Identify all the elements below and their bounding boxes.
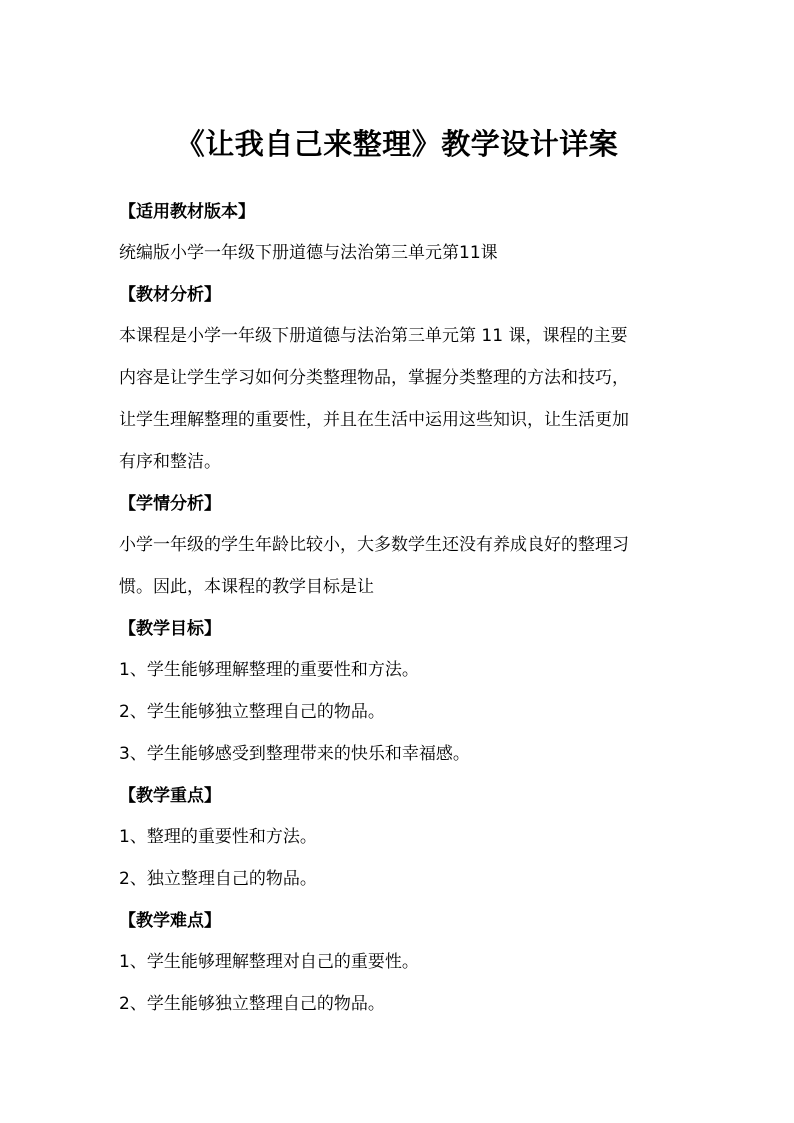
section-heading: 【学情分析】 <box>119 494 221 514</box>
section-line: 小学一年级的学生年龄比较小，大多数学生还没有养成良好的整理习 <box>119 535 629 555</box>
section-line: 内容是让学生学习如何分类整理物品，掌握分类整理的方法和技巧， <box>119 368 629 388</box>
section-line: 1、整理的重要性和方法。 <box>119 827 317 847</box>
section-teaching-focus <box>119 783 689 908</box>
section-learner-analysis <box>119 491 689 616</box>
section-line: 3、学生能够感受到整理带来的快乐和幸福感。 <box>119 744 470 764</box>
section-textbook-analysis <box>119 282 689 491</box>
section-heading: 【教材分析】 <box>119 285 221 305</box>
document-body <box>119 199 689 1033</box>
section-line: 有序和整洁。 <box>119 452 221 472</box>
section-line: 1、学生能够理解整理对自己的重要性。 <box>119 952 419 972</box>
section-line: 2、学生能够独立整理自己的物品。 <box>119 994 385 1014</box>
section-line: 本课程是小学一年级下册道德与法治第三单元第 11 课，课程的主要 <box>119 326 628 346</box>
section-heading: 【适用教材版本】 <box>119 202 255 222</box>
section-teaching-difficulties <box>119 908 689 1033</box>
section-line: 惯。因此，本课程的教学目标是让 <box>119 577 374 597</box>
section-line: 1、学生能够理解整理的重要性和方法。 <box>119 660 419 680</box>
section-heading: 【教学目标】 <box>119 619 221 639</box>
section-textbook-version <box>119 199 689 282</box>
section-line: 统编版小学一年级下册道德与法治第三单元第11课 <box>119 243 498 263</box>
section-heading: 【教学重点】 <box>119 786 221 806</box>
section-line: 让学生理解整理的重要性，并且在生活中运用这些知识，让生活更加 <box>119 410 629 430</box>
section-line: 2、学生能够独立整理自己的物品。 <box>119 702 385 722</box>
section-teaching-objectives <box>119 616 689 783</box>
section-heading: 【教学难点】 <box>119 911 221 931</box>
section-line: 2、独立整理自己的物品。 <box>119 869 317 889</box>
document-title: 《让我自己来整理》教学设计详案 <box>175 127 619 161</box>
